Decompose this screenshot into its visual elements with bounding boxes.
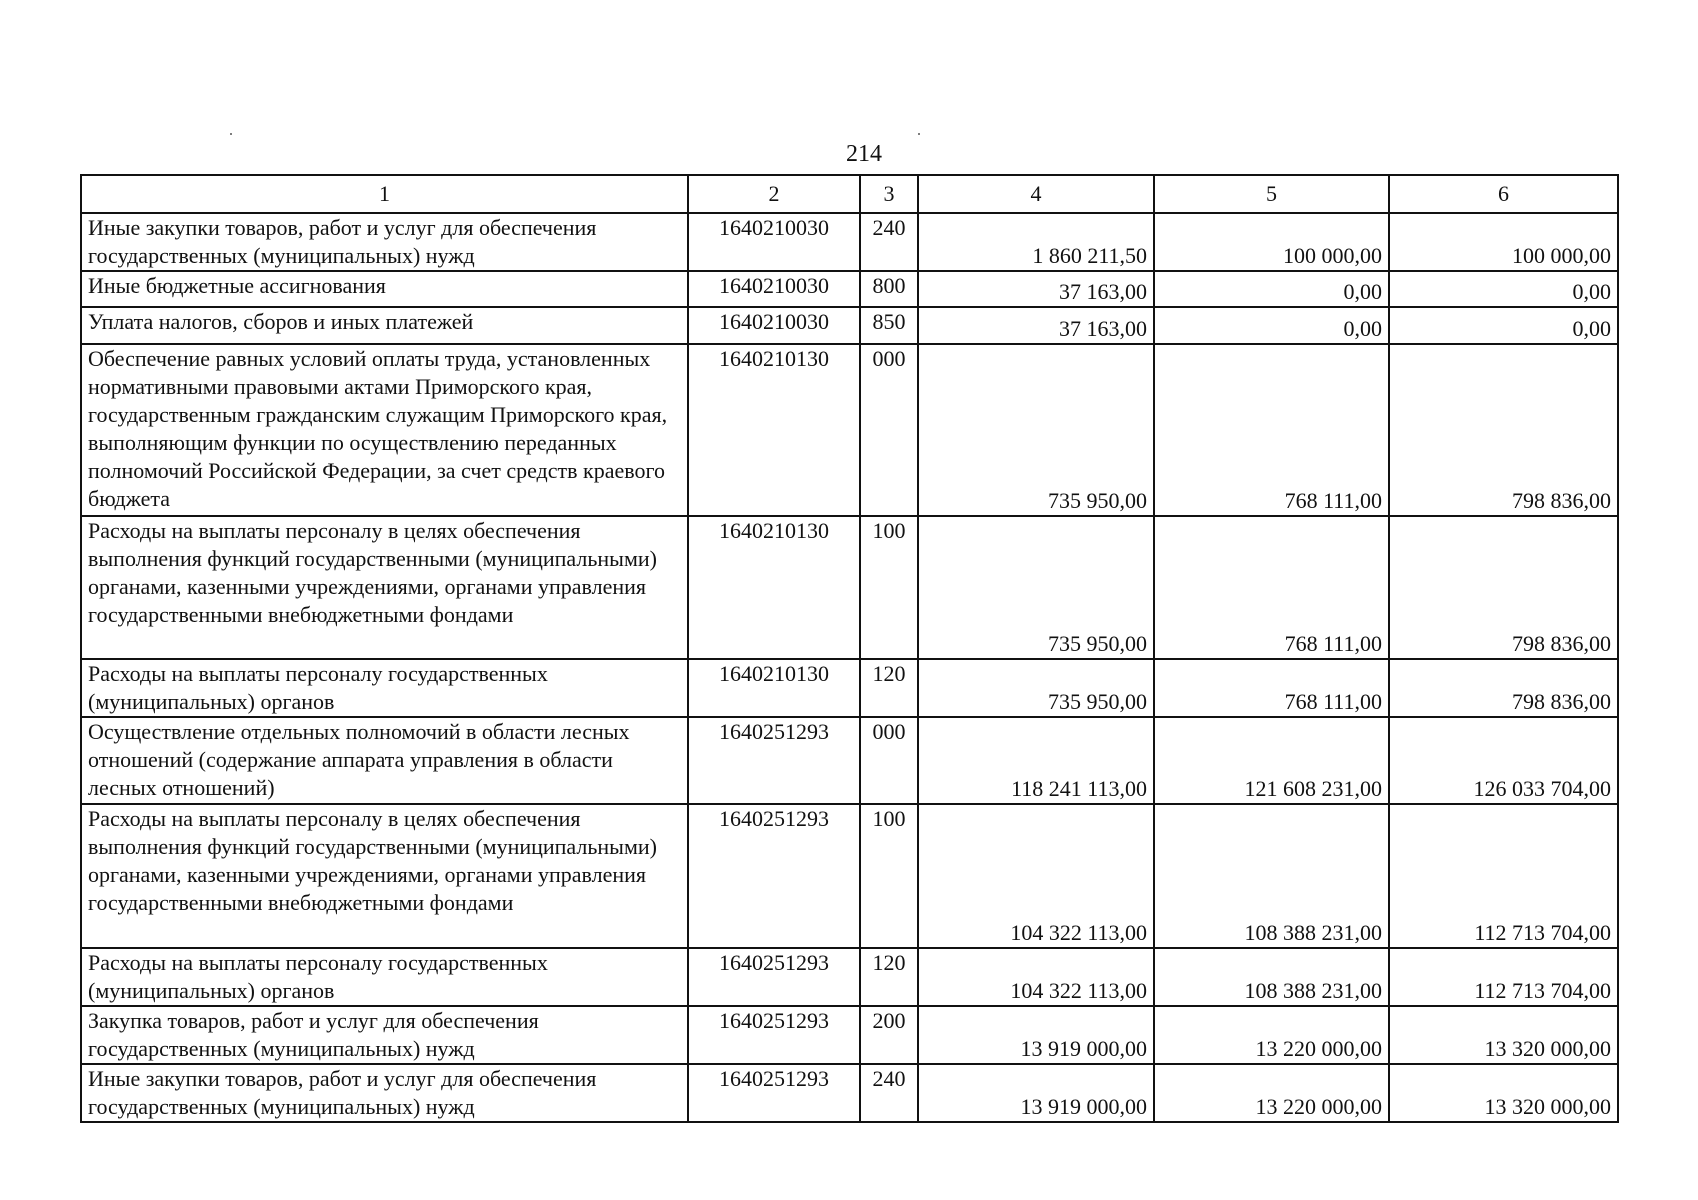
expense-name: Закупка товаров, работ и услуг для обеспечения государственных (муниципальных) нужд [81,1006,688,1064]
table-header-row [81,175,1618,213]
amount-col-4: 1 860 211,50 [918,213,1154,271]
expense-name: Расходы на выплаты персоналу государственных (муниципальных) органов [81,659,688,717]
target-article-code: 1640251293 [688,948,860,1006]
amount-col-6: 798 836,00 [1389,344,1618,516]
expense-kind-code: 120 [860,659,918,717]
amount-col-6: 126 033 704,00 [1389,717,1618,804]
table-row [81,516,1618,659]
expense-name: Расходы на выплаты персоналу государственных (муниципальных) органов [81,948,688,1006]
amount-col-4: 13 919 000,00 [918,1064,1154,1122]
amount-col-4: 104 322 113,00 [918,804,1154,948]
target-article-code: 1640251293 [688,804,860,948]
column-header: 1 [81,175,688,213]
target-article-code: 1640251293 [688,717,860,804]
amount-col-6: 798 836,00 [1389,516,1618,659]
expense-name: Иные закупки товаров, работ и услуг для обеспечения государственных (муниципальных) нужд [81,1064,688,1122]
amount-col-6: 0,00 [1389,271,1618,307]
scan-speck [918,133,920,135]
amount-col-4: 735 950,00 [918,659,1154,717]
amount-col-5: 0,00 [1154,271,1389,307]
amount-col-4: 13 919 000,00 [918,1006,1154,1064]
table-row [81,344,1618,516]
expense-kind-code: 800 [860,271,918,307]
expense-name: Иные бюджетные ассигнования [81,271,688,307]
target-article-code: 1640210130 [688,344,860,516]
amount-col-5: 121 608 231,00 [1154,717,1389,804]
amount-col-6: 798 836,00 [1389,659,1618,717]
amount-col-5: 13 220 000,00 [1154,1006,1389,1064]
table-row [81,659,1618,717]
column-header: 6 [1389,175,1618,213]
amount-col-5: 108 388 231,00 [1154,804,1389,948]
target-article-code: 1640210030 [688,213,860,271]
target-article-code: 1640210030 [688,271,860,307]
expense-name: Иные закупки товаров, работ и услуг для обеспечения государственных (муниципальных) нужд [81,213,688,271]
table-row [81,213,1618,271]
table-row [81,1064,1618,1122]
amount-col-5: 0,00 [1154,307,1389,344]
expense-kind-code: 240 [860,213,918,271]
expense-kind-code: 100 [860,516,918,659]
column-header: 2 [688,175,860,213]
expense-kind-code: 120 [860,948,918,1006]
table-row [81,307,1618,344]
target-article-code: 1640210130 [688,516,860,659]
amount-col-6: 100 000,00 [1389,213,1618,271]
expense-name: Расходы на выплаты персоналу в целях обеспечения выполнения функций государственными (муниципальными) органами, казенными учреждениями, органами управления государственными внебюджетными фондами [81,804,688,948]
target-article-code: 1640251293 [688,1064,860,1122]
column-header: 5 [1154,175,1389,213]
amount-col-5: 768 111,00 [1154,659,1389,717]
amount-col-5: 13 220 000,00 [1154,1064,1389,1122]
expense-kind-code: 200 [860,1006,918,1064]
amount-col-6: 13 320 000,00 [1389,1064,1618,1122]
scan-speck [230,133,232,135]
table-row [81,804,1618,948]
amount-col-5: 768 111,00 [1154,344,1389,516]
amount-col-5: 100 000,00 [1154,213,1389,271]
expense-name: Расходы на выплаты персоналу в целях обеспечения выполнения функций государственными (муниципальными) органами, казенными учреждениями, органами управления государственными внебюджетными фондами [81,516,688,659]
budget-table [80,174,1619,1123]
page-number: 214 [846,141,882,167]
amount-col-5: 108 388 231,00 [1154,948,1389,1006]
amount-col-6: 0,00 [1389,307,1618,344]
expense-name: Уплата налогов, сборов и иных платежей [81,307,688,344]
amount-col-6: 13 320 000,00 [1389,1006,1618,1064]
expense-kind-code: 000 [860,344,918,516]
target-article-code: 1640210130 [688,659,860,717]
table-row [81,948,1618,1006]
amount-col-4: 37 163,00 [918,271,1154,307]
target-article-code: 1640210030 [688,307,860,344]
table-row [81,271,1618,307]
expense-kind-code: 000 [860,717,918,804]
expense-name: Обеспечение равных условий оплаты труда, установленных нормативными правовыми актами Приморского края, государственным гражданским служащим Приморского края, выполняющим функции по осуществлению переданных полномочий Российской Федерации, за счет средств краевого бюджета [81,344,688,516]
expense-kind-code: 100 [860,804,918,948]
expense-name: Осуществление отдельных полномочий в области лесных отношений (содержание аппарата управления в области лесных отношений) [81,717,688,804]
table-row [81,717,1618,804]
target-article-code: 1640251293 [688,1006,860,1064]
amount-col-6: 112 713 704,00 [1389,804,1618,948]
amount-col-5: 768 111,00 [1154,516,1389,659]
amount-col-4: 37 163,00 [918,307,1154,344]
expense-kind-code: 850 [860,307,918,344]
table-row [81,1006,1618,1064]
expense-kind-code: 240 [860,1064,918,1122]
amount-col-4: 118 241 113,00 [918,717,1154,804]
amount-col-6: 112 713 704,00 [1389,948,1618,1006]
amount-col-4: 735 950,00 [918,516,1154,659]
column-header: 3 [860,175,918,213]
column-header: 4 [918,175,1154,213]
amount-col-4: 104 322 113,00 [918,948,1154,1006]
amount-col-4: 735 950,00 [918,344,1154,516]
